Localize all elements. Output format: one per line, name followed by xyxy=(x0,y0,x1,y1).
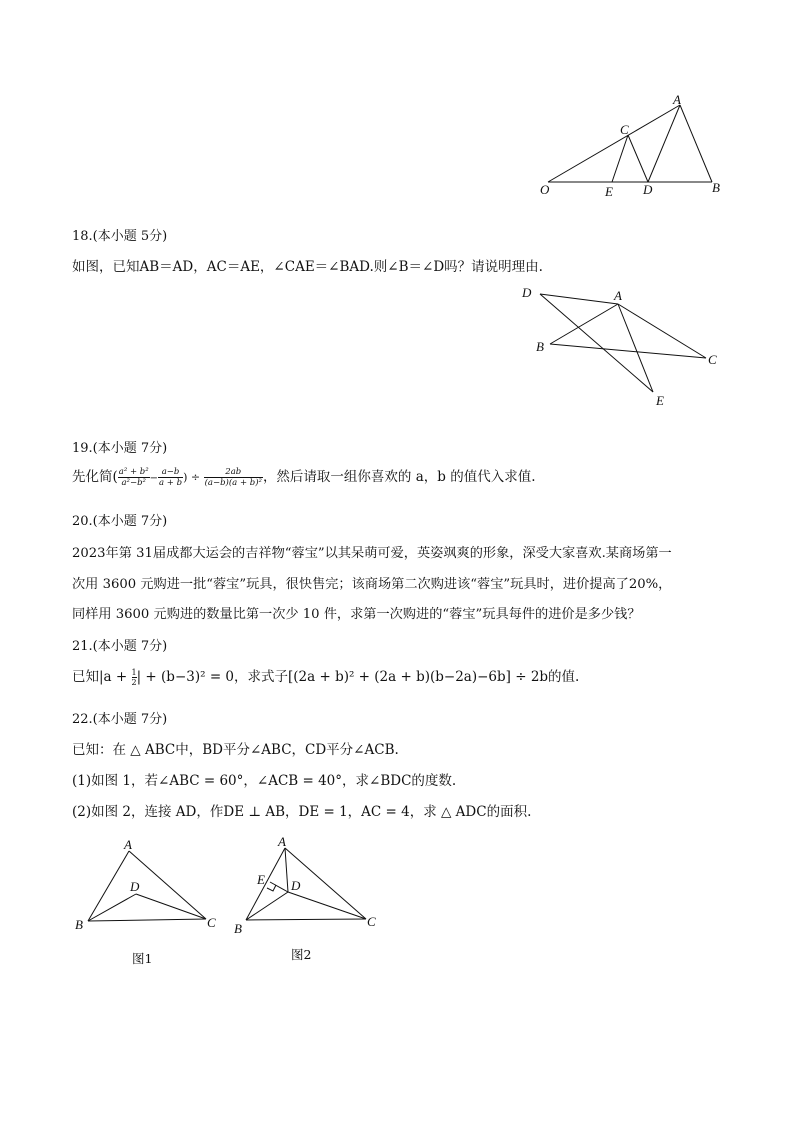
segment-AB xyxy=(680,105,712,182)
segment-CD xyxy=(288,892,366,919)
figure-q18 xyxy=(520,282,730,412)
figure-1 xyxy=(70,836,230,936)
label-D: D xyxy=(291,878,301,893)
label-B: B xyxy=(536,339,544,354)
segment-BD xyxy=(246,892,288,920)
q19-prefix: 先化简( xyxy=(72,469,118,485)
label-B: B xyxy=(75,917,83,932)
segment-AB xyxy=(88,851,129,921)
label-C: C xyxy=(207,915,216,930)
segment-CD xyxy=(136,894,206,919)
q19-fraction-1 xyxy=(118,467,150,488)
q20-line-3: 同样用 3600 元购进的数量比第一次少 10 件，求第一次购进的“蓉宝”玩具每件的进价是多少钱？ xyxy=(72,607,641,622)
segment-OA xyxy=(548,105,680,182)
figure-1-caption: 图1 xyxy=(132,951,153,966)
q18-text: 如图，已知AB＝AD，AC＝AE，∠CAE＝∠BAD.则∠B＝∠D吗？请说明理由. xyxy=(72,259,543,275)
q19-f1-numerator: a² + b² xyxy=(118,467,149,477)
q20-line-2: 次用 3600 元购进一批“蓉宝”玩具，很快售完；该商场第二次购进该“蓉宝”玩具时，进价提高了20%， xyxy=(72,577,672,592)
segment-AC xyxy=(129,851,206,919)
segment-AD xyxy=(285,848,288,892)
segment-AB xyxy=(246,848,285,920)
q21-text xyxy=(72,668,579,687)
q21-frac-numerator: 1 xyxy=(131,668,137,677)
segment-BC xyxy=(246,919,366,920)
q22-line-3: (2)如图 2，连接 AD，作DE ⊥ AB，DE = 1，AC = 4，求 △ ADC的面积. xyxy=(72,804,532,820)
q19-f1-denominator: a²−b² xyxy=(121,478,146,488)
label-B: B xyxy=(712,180,720,195)
q19-f3-numerator: 2ab xyxy=(204,467,263,478)
q22-line-2: (1)如图 1，若∠ABC = 60°，∠ACB = 40°，求∠BDC的度数. xyxy=(72,773,457,789)
segment-CE xyxy=(612,135,628,182)
label-A: A xyxy=(614,288,622,303)
q21-prefix: 已知|a + xyxy=(72,669,132,685)
q19-suffix: ，然后请取一组你喜欢的 a，b 的值代入求值. xyxy=(262,469,536,485)
label-A: A xyxy=(124,837,132,852)
segment-AD xyxy=(648,105,680,182)
label-O: O xyxy=(540,182,550,197)
label-A: A xyxy=(278,834,286,849)
label-C: C xyxy=(620,122,629,137)
segment-BC xyxy=(88,919,206,921)
right-angle-mark xyxy=(267,885,276,891)
q21-heading: 21.(本小题 7分) xyxy=(72,639,168,654)
q19-text xyxy=(72,467,536,488)
segment-BD xyxy=(88,894,136,921)
q20-line-1: 2023年第 31届成都大运会的吉祥物“蓉宝”以其呆萌可爱，英姿飒爽的形象，深受大家喜欢.某商场第一 xyxy=(72,546,672,561)
segment-CD xyxy=(628,135,648,182)
figure-top xyxy=(530,88,730,200)
q19-f2-denominator: a + b xyxy=(159,478,183,488)
q22-heading: 22.(本小题 7分) xyxy=(72,712,168,727)
q21-frac-denominator: 2 xyxy=(131,678,137,687)
figure-2 xyxy=(228,832,388,940)
label-E: E xyxy=(656,393,664,408)
q20-heading: 20.(本小题 7分) xyxy=(72,514,168,529)
segment-BC xyxy=(550,344,706,358)
q21-suffix: | + (b−3)² = 0，求式子[(2a + b)² + (2a + b)(b−2a)−6b] ÷ 2b的值. xyxy=(136,669,580,685)
q18-heading: 18.(本小题 5分) xyxy=(72,229,168,244)
segment-AB xyxy=(550,304,618,344)
q19-heading: 19.(本小题 7分) xyxy=(72,441,168,456)
q19-f2-numerator: a−b xyxy=(158,467,183,478)
segment-DE xyxy=(540,294,653,392)
segment-DA xyxy=(540,294,618,304)
q19-fraction-2 xyxy=(158,467,183,488)
label-D: D xyxy=(643,182,653,197)
q19-divide: ) ÷ xyxy=(183,471,204,484)
label-D: D xyxy=(522,285,532,300)
q19-minus: − xyxy=(149,473,159,484)
segment-AC xyxy=(618,304,706,358)
q19-f3-denominator: (a−b)(a + b)² xyxy=(204,478,262,488)
label-C: C xyxy=(708,352,717,367)
segment-AE xyxy=(618,304,653,392)
label-A: A xyxy=(673,92,681,107)
label-D: D xyxy=(130,879,140,894)
label-C: C xyxy=(367,914,376,929)
q22-line-1: 已知：在 △ ABC中，BD平分∠ABC，CD平分∠ACB. xyxy=(72,742,399,758)
label-E: E xyxy=(605,184,613,199)
q19-fraction-3 xyxy=(204,467,263,488)
figure-2-caption: 图2 xyxy=(291,947,312,962)
label-B: B xyxy=(234,921,242,936)
label-E: E xyxy=(257,872,265,887)
